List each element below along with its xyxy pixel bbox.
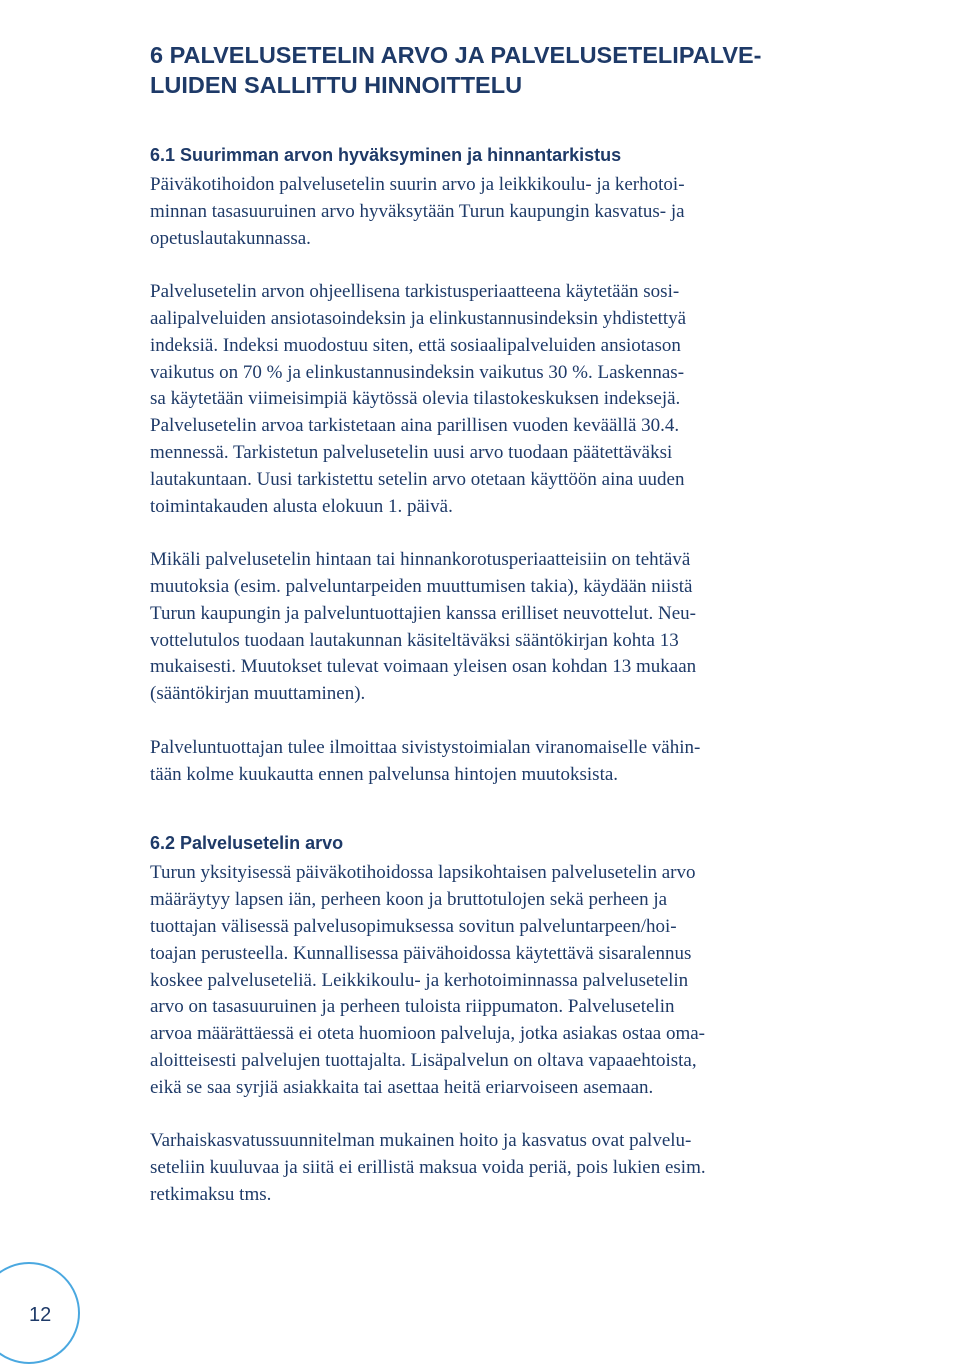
text-line: Varhaiskasvatussuunnitelman mukainen hoito ja kasvatus ovat palvelu-: [150, 1130, 692, 1152]
text-line: Turun yksityisessä päiväkotihoidossa lapsikohtaisen palvelusetelin arvo: [150, 862, 696, 884]
text-line: Palvelusetelin arvoa tarkistetaan aina parillisen vuoden keväällä 30.4.: [150, 415, 680, 437]
page-number: 12: [29, 1304, 52, 1326]
paragraph: [150, 547, 810, 708]
text-line: eikä se saa syrjiä asiakkaita tai asettaa heitä eriarvoiseen asemaan.: [150, 1076, 654, 1098]
section-heading-6-1: 6.1 Suurimman arvon hyväksyminen ja hinnantarkistus: [150, 145, 622, 165]
chapter-title: [150, 40, 810, 100]
text-line: Palveluntuottajan tulee ilmoittaa sivistystoimialan viranomaiselle vähin-: [150, 736, 701, 758]
text-line: opetuslautakunnassa.: [150, 227, 311, 249]
paragraph: [150, 279, 810, 520]
paragraph: [150, 860, 810, 1101]
text-line: vottelutulos tuodaan lautakunnan käsiteltäväksi sääntökirjan kohta 13: [150, 629, 679, 651]
text-line: Turun kaupungin ja palveluntuottajien kanssa erilliset neuvottelut. Neu-: [150, 602, 696, 624]
text-line: tään kolme kuukautta ennen palvelunsa hintojen muutoksista.: [150, 763, 619, 785]
text-line: mukaisesti. Muutokset tulevat voimaan yleisen osan kohdan 13 mukaan: [150, 656, 697, 678]
text-line: tuottajan välisessä palvelusopimuksessa sovitun palveluntarpeen/hoi-: [150, 915, 677, 937]
text-line: indeksiä. Indeksi muodostuu siten, että sosiaalipalveluiden ansiotason: [150, 334, 681, 356]
text-line: Palvelusetelin arvon ohjeellisena tarkistusperiaatteena käytetään sosi-: [150, 281, 680, 303]
text-line: seteliin kuuluvaa ja siitä ei erillistä maksua voida periä, pois lukien esim.: [150, 1157, 706, 1179]
text-line: aalipalveluiden ansiotasoindeksin ja elinkustannusindeksin yhdistettyä: [150, 307, 687, 329]
text-line: sa käytetään viimeisimpiä käytössä olevia tilastokeskuksen indeksejä.: [150, 388, 681, 410]
text-line: arvoa määrättäessä ei oteta huomioon palveluja, jotka asiakas ostaa oma-: [150, 1023, 706, 1045]
text-line: retkimaksu tms.: [150, 1183, 272, 1205]
text-line: mennessä. Tarkistetun palvelusetelin uusi arvo tuodaan päätettäväksi: [150, 441, 673, 463]
section-heading-6-2: 6.2 Palvelusetelin arvo: [150, 833, 344, 854]
text-line: toajan perusteella. Kunnallisessa päivähoidossa käytettävä sisaralennus: [150, 942, 692, 964]
text-line: arvo on tasasuuruinen ja perheen tuloista riippumaton. Palvelusetelin: [150, 996, 675, 1018]
page-content: [150, 40, 810, 1209]
text-line: minnan tasasuuruinen arvo hyväksytään Turun kaupungin kasvatus- ja: [150, 200, 685, 222]
paragraph: [150, 172, 810, 252]
text-line: aloitteisesti palvelujen tuottajalta. Lisäpalvelun on oltava vapaaehtoista,: [150, 1049, 697, 1071]
paragraph: [150, 1128, 810, 1208]
text-line: Päiväkotihoidon palvelusetelin suurin arvo ja leikkikoulu- ja kerhotoi-: [150, 174, 685, 195]
text-line: lautakuntaan. Uusi tarkistettu setelin arvo otetaan käyttöön aina uuden: [150, 468, 685, 490]
chapter-title-line: 6 PALVELUSETELIN ARVO JA PALVELUSETELIPALVE-: [150, 42, 762, 68]
text-line: Mikäli palvelusetelin hintaan tai hinnankorotusperiaatteisiin on tehtävä: [150, 549, 691, 571]
paragraph: [150, 735, 810, 789]
text-line: määräytyy lapsen iän, perheen koon ja bruttotulojen sekä perheen ja: [150, 889, 668, 911]
text-line: koskee palveluseteliä. Leikkikoulu- ja kerhotoiminnassa palvelusetelin: [150, 969, 689, 991]
chapter-title-line: LUIDEN SALLITTU HINNOITTELU: [150, 72, 523, 98]
text-line: (sääntökirjan muuttaminen).: [150, 683, 366, 705]
text-line: toimintakauden alusta elokuun 1. päivä.: [150, 495, 453, 517]
text-line: vaikutus on 70 % ja elinkustannusindeksin vaikutus 30 %. Laskennas-: [150, 361, 685, 383]
text-line: muutoksia (esim. palveluntarpeiden muuttumisen takia), käydään niistä: [150, 575, 693, 597]
